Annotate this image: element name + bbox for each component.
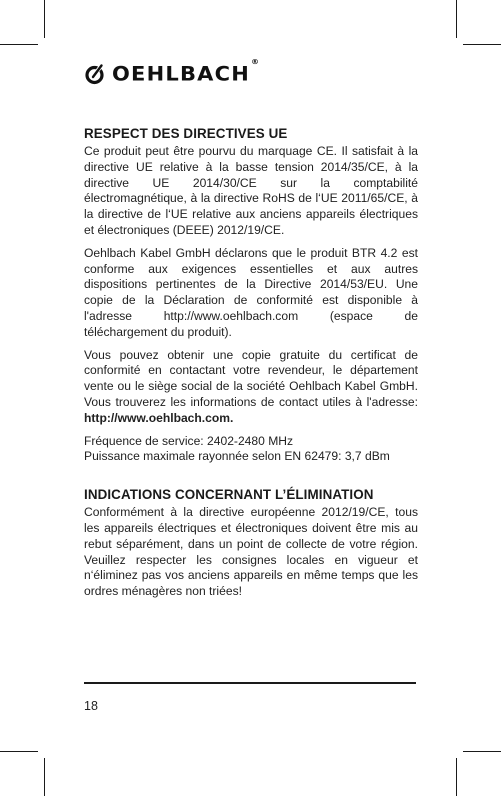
paragraph-certificate: Vous pouvez obtenir une copie gratuite du certificat de conformité en contactant votre revendeur, le département vente ou le siège social de la société Oehlbach Kabel GmbH. Vous trouverez les informations de contact utiles à l'adresse: http://www.oehlbach.com.	[84, 347, 418, 425]
crop-mark	[463, 751, 501, 752]
crop-mark	[463, 44, 501, 45]
paragraph-declaration: Oehlbach Kabel GmbH déclarons que le produit BTR 4.2 est conforme aux exigences essentielles et aux autres dispositions pertinentes de la Directive 2014/53/EU. Une copie de la Déclaration de conformité est disponible à l'adresse http://www.oehlbach.com (espace de téléchargement du produit).	[84, 245, 418, 339]
crop-mark	[0, 751, 38, 752]
paragraph-disposal: Conformément à la directive européenne 2012/19/CE, tous les appareils électriques et électroniques doivent être mis au rebut séparément, dans un point de collecte de votre région. Veuillez respecter les consignes locales en vigueur et n‘éliminez pas vos anciens appareils en même temps que les ordres ménagères non triées!	[84, 505, 418, 599]
brand-logo	[85, 58, 260, 90]
page-number: 18	[84, 699, 98, 713]
paragraph-ce-marking: Ce produit peut être pourvu du marquage CE. Il satisfait à la directive UE relative à la basse tension 2014/35/CE, à la directive UE 2014/30/CE sur la comptabilité électromagnétique, à la directive RoHS de l‘UE 2011/65/CE, à la directive de l‘UE relative aux anciens appareils électriques et électroniques (DEEE) 2012/19/CE.	[84, 144, 418, 237]
footer-rule	[84, 682, 416, 684]
brand-name: OEHLBACH®	[112, 57, 261, 86]
crop-mark	[456, 758, 457, 796]
document-body	[84, 125, 418, 607]
crop-mark	[456, 0, 457, 38]
section-heading-eu-directives: RESPECT DES DIRECTIVES UE	[84, 126, 288, 141]
crop-mark	[44, 758, 45, 796]
oehlbach-url-link[interactable]: http://www.oehlbach.com.	[84, 410, 234, 425]
section-heading-disposal: INDICATIONS CONCERNANT L’ÉLIMINATION	[84, 487, 374, 503]
power-line: Puissance maximale rayonnée selon EN 62479: 3,7 dBm	[84, 449, 390, 464]
crop-mark	[44, 0, 45, 38]
frequency-line: Fréquence de service: 2402-2480 MHz	[84, 433, 294, 448]
crop-mark	[0, 44, 38, 45]
oehlbach-logo-icon	[85, 63, 105, 85]
